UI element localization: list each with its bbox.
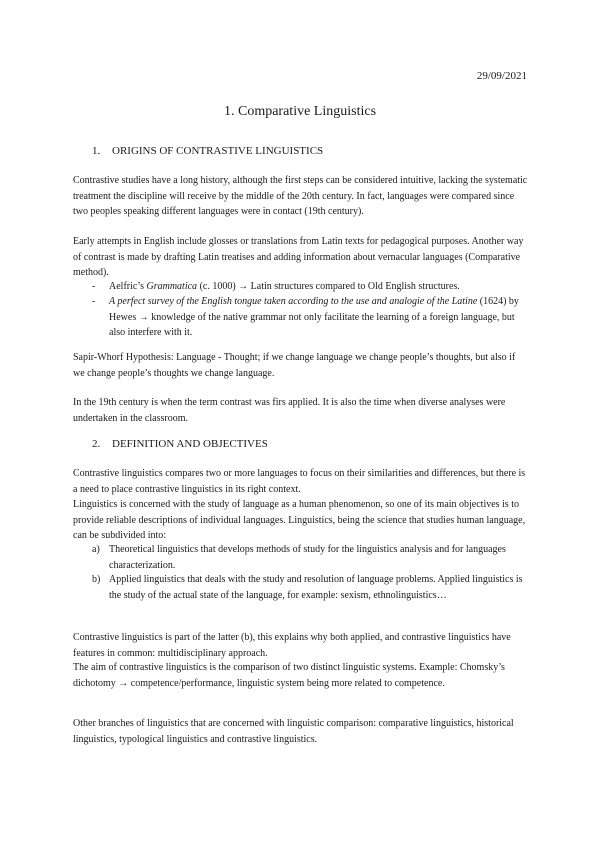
s2-paragraph-4: The aim of contrastive linguistics is the comparison of two distinct linguistic systems. Example: Chomsky’s dichotomy → competence/performance, linguistic system being more related to competence.: [73, 662, 505, 689]
document-title: 1. Comparative Linguistics: [223, 104, 377, 119]
section-2-number: 2.: [92, 438, 101, 450]
s1-paragraph-4: In the 19th century is when the term contrast was firs applied. It is also the time when diverse analyses were undertaken in the classroom.: [73, 397, 506, 424]
grammatica-title: Grammatica: [146, 281, 198, 292]
s1-paragraph-3: Sapir-Whorf Hypothesis: Language - Thought; if we change language we change people’s thoughts, but also if we change people’s thoughts we change language.: [73, 352, 516, 379]
bullet-1-text-b: (c. 1000) → Latin structures compared to Old English structures.: [197, 281, 460, 292]
hewes-book-title: A perfect survey of the English tongue taken according to the use and analogie of the Latine: [109, 296, 478, 307]
document-date: 29/09/2021: [476, 70, 527, 82]
s2-list-item-a: [92, 542, 528, 573]
s2-list-item-b: [92, 572, 528, 603]
bullet-2-text: [109, 294, 528, 341]
bullet-2-text-b: (1624) by Hewes → knowledge of the native grammar not only facilitate the learning of a foreign language, but also interfere with it.: [109, 296, 519, 338]
s2-paragraph-1: Contrastive linguistics compares two or more languages to focus on their similarities and differences, but there is a need to place contrastive linguistics in its right context.: [73, 468, 526, 495]
bullet-dash: -: [92, 281, 96, 292]
bullet-1-text: [109, 279, 528, 295]
s2-paragraph-3: Contrastive linguistics is part of the latter (b), this explains why both applied, and contrastive linguistics have features in common: multidisciplinary approach.: [73, 632, 511, 659]
section-1-number: 1.: [92, 145, 101, 157]
s2-paragraph-5: Other branches of linguistics that are concerned with linguistic comparison: comparative linguistics, historical linguistics, typological linguistics and contrastive linguistics.: [73, 718, 514, 745]
section-2-heading: [92, 438, 268, 450]
list-marker-a: a): [92, 544, 100, 555]
bullet-dash: -: [92, 296, 96, 307]
s1-bullet-2: [92, 294, 528, 341]
s2-paragraph-2: Linguistics is concerned with the study of language as a human phenomenon, so one of its main objectives is to provide reliable descriptions of individual languages. Linguistics, being the science that studies human language, can be subdivided into:: [73, 499, 526, 541]
section-2-heading-text: DEFINITION AND OBJECTIVES: [112, 438, 268, 450]
list-item-a-text: Theoretical linguistics that develops methods of study for the linguistics analysis and for languages characterization.: [109, 544, 506, 571]
s1-paragraph-1: Contrastive studies have a long history, although the first steps can be considered intuitive, lacking the systematic treatment the discipline will receive by the middle of the 20th century. In fact, languages were compared since two peoples speaking different languages were in contact (19th century).: [73, 175, 528, 217]
s1-paragraph-2: Early attempts in English include glosses or translations from Latin texts for pedagogical purposes. Another way of contrast is made by drafting Latin treatises and adding information about vernacular languages (Comparative method).: [73, 236, 524, 278]
list-item-b-text: Applied linguistics that deals with the study and resolution of language problems. Applied linguistics is the study of the actual state of the language, for example: sexism, ethnolinguistics…: [109, 574, 523, 601]
section-1-heading: [92, 145, 323, 157]
bullet-1-text-a: Aelfric’s: [109, 281, 147, 292]
s1-bullet-1: [92, 279, 528, 295]
list-marker-b: b): [92, 574, 101, 585]
section-1-heading-text: ORIGINS OF CONTRASTIVE LINGUISTICS: [112, 145, 324, 157]
